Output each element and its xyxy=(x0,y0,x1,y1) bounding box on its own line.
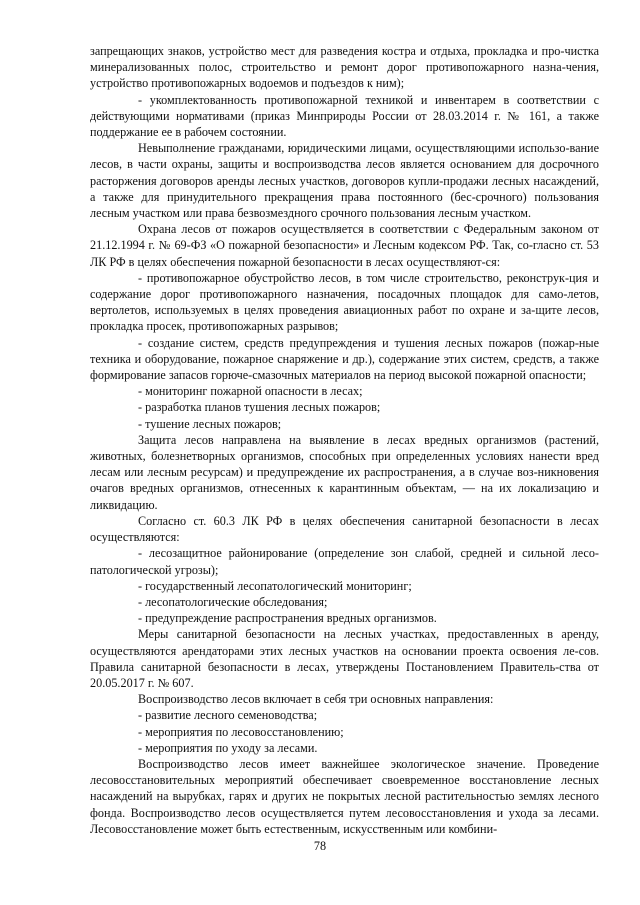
list-item: - лесопатологические обследования; xyxy=(138,594,328,609)
list-item: - создание систем, средств предупреждения и тушения лесных пожаров (пожар-ные техника и оборудование, пожарное снаряжение и др.), содержание этих систем, средств, а также формирование запасов горюче-смазочных материалов на период высокой пожарной опасности; xyxy=(90,335,599,383)
list-item: - предупреждение распространения вредных организмов. xyxy=(138,611,437,626)
paragraph: Невыполнение гражданами, юридическими лицами, осуществляющими использо-вание лесов, в части охраны, защиты и воспроизводства лесов является основанием для досрочного расторжения договоров аренды лесных участков, договоров купли-продажи лесных насаждений, а также для принудительного прекращения права постоянного (бес-срочного) пользования лесным участком или права безвозмездного срочного пользования лесным участком. xyxy=(90,141,599,221)
list-item: - развитие лесного семеноводства; xyxy=(138,708,318,723)
paragraph: запрещающих знаков, устройство мест для разведения костра и отдыха, прокладка и про-чистка минерализованных полос, строительство и ремонт дорог противопожарного назна-чения, устройство противопожарных водоемов и подъездов к ним); xyxy=(90,44,599,91)
paragraph: Воспроизводство лесов имеет важнейшее экологическое значение. Проведение лесовосстановительных мероприятий обеспечивает своевременное восстановление лесных насаждений на вырубках, гарях и других не покрытых лесной растительностью землях лесного фонда. Воспроизводство лесов осуществляется путем лесовосстановления и ухода за лесами. Лесовосстановление может быть естественным, искусственным или комбини- xyxy=(90,756,599,836)
list-item: - мероприятия по уходу за лесами. xyxy=(138,740,318,755)
paragraph: Меры санитарной безопасности на лесных участках, предоставленных в аренду, осуществляются арендаторами этих лесных участков на основании проекта освоения ле-сов. Правила санитарной безопасности в лесах, утверждены Постановлением Правитель-ства от 20.05.2017 г. № 607. xyxy=(90,627,599,690)
page-body xyxy=(90,43,599,837)
paragraph: Охрана лесов от пожаров осуществляется в соответствии с Федеральным законом от 21.12.1994 г. № 69-ФЗ «О пожарной безопасности» и Лесным кодексом РФ. Так, со-гласно ст. 53 ЛК РФ в целях обеспечения пожарной безопасности в лесах осуществляют-ся: xyxy=(90,222,599,269)
list-item: - противопожарное обустройство лесов, в том числе строительство, реконструк-ция и содержание дорог противопожарного назначения, посадочных площадок для само-летов, вертолетов, используемых в целях проведения авиационных работ по охране и за-щите лесов, прокладка просек, противопожарных разрывов; xyxy=(90,270,599,334)
paragraph: - укомплектованность противопожарной техникой и инвентарем в соответствии с действующими нормативами (приказ Минприроды России от 28.03.2014 г. № 161, а также поддержание ее в рабочем состоянии. xyxy=(90,92,599,140)
list-item: - мониторинг пожарной опасности в лесах; xyxy=(138,384,363,399)
list-item: - мероприятия по лесовосстановлению; xyxy=(138,724,344,739)
page-number: 78 xyxy=(313,839,327,853)
list-item: - государственный лесопатологический мониторинг; xyxy=(138,578,412,593)
paragraph: Воспроизводство лесов включает в себя три основных направления: xyxy=(138,692,494,707)
list-item: - лесозащитное районирование (определение зон слабой, средней и сильной лесо-патологической угрозы); xyxy=(90,546,599,577)
list-item: - разработка планов тушения лесных пожаров; xyxy=(138,400,381,415)
paragraph: Защита лесов направлена на выявление в лесах вредных организмов (растений, животных, болезнетворных организмов, способных при определенных условиях нанести вред лесам или лесным ресурсам) и предупреждение их распространения, а в случае воз-никновения очагов вредных организмов, отнесенных к карантинным объектам, — на их локализацию и ликвидацию. xyxy=(90,432,599,512)
list-item: - тушение лесных пожаров; xyxy=(138,416,282,431)
paragraph: Согласно ст. 60.3 ЛК РФ в целях обеспечения санитарной безопасности в лесах осуществляются: xyxy=(90,513,599,545)
